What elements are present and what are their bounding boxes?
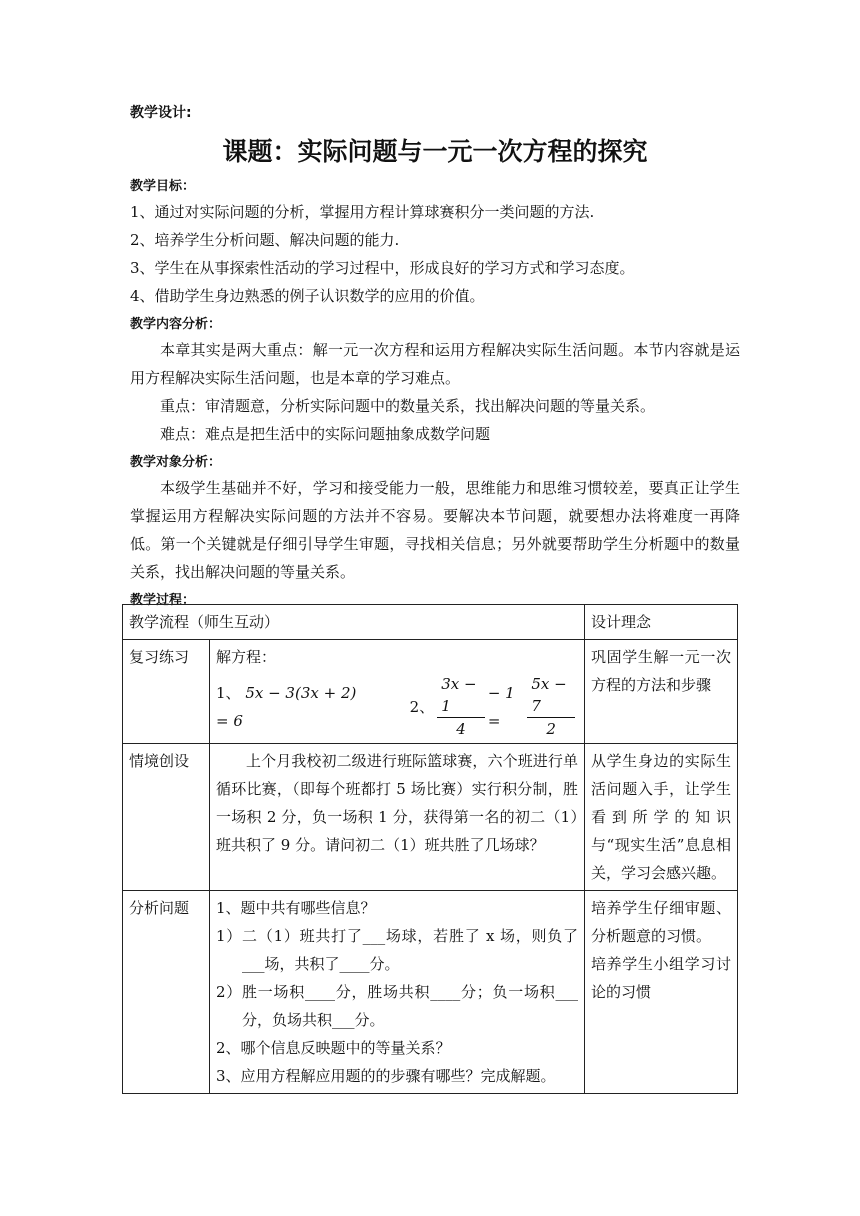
objective-item: 3、学生在从事探索性活动的学习过程中，形成良好的学习方式和学习态度。 bbox=[130, 259, 635, 277]
design-label: 教学设计: bbox=[130, 105, 192, 121]
objective-item: 4、借助学生身边熟悉的例子认识数学的应用的价值。 bbox=[130, 287, 485, 305]
flow-cell bbox=[210, 891, 585, 1094]
idea-line: 培养学生小组学习讨论的习惯 bbox=[591, 955, 731, 1001]
equation-1-body: 5x − 3(3x + 2) = 6 bbox=[216, 683, 357, 730]
equation-2-middle: − 1 = bbox=[487, 683, 515, 730]
analysis-line: 3、应用方程解应用题的的步骤有哪些？完成解题。 bbox=[216, 1067, 556, 1085]
equation-1-number: 1、 bbox=[216, 683, 241, 702]
table-row-review bbox=[123, 640, 738, 744]
flow-cell bbox=[210, 744, 585, 891]
table-header-row bbox=[123, 605, 738, 640]
col-idea-header: 设计理念 bbox=[585, 605, 738, 640]
objectives-heading: 教学目标： bbox=[130, 179, 196, 194]
fraction-left-numerator: 3x − 1 bbox=[437, 673, 485, 718]
objective-item: 1、通过对实际问题的分析，掌握用方程计算球赛积分一类问题的方法. bbox=[130, 203, 595, 221]
content-analysis-paragraph: 本章其实是两大重点：解一元一次方程和运用方程解决实际生活问题。本节内容就是运用方程解决实际生活问题，也是本章的学习难点。 bbox=[130, 341, 740, 387]
analysis-line: 1、题中共有哪些信息？ bbox=[216, 899, 376, 917]
process-table bbox=[122, 604, 738, 1094]
table-row-scenario bbox=[123, 744, 738, 891]
fraction-right-denominator: 2 bbox=[546, 720, 556, 738]
key-point: 重点：审清题意，分析实际问题中的数量关系，找出解决问题的等量关系。 bbox=[160, 397, 656, 415]
content-analysis-heading: 教学内容分析： bbox=[130, 317, 222, 332]
analysis-line: 2）胜一场积____分，胜场共积____分；负一场积___分，负场共积___分。 bbox=[216, 983, 578, 1029]
process-heading: 教学过程： bbox=[130, 593, 196, 608]
student-analysis-heading: 教学对象分析： bbox=[130, 455, 222, 470]
analysis-line: 2、哪个信息反映题中的等量关系？ bbox=[216, 1039, 451, 1057]
review-intro: 解方程： bbox=[216, 648, 277, 666]
student-analysis-paragraph: 本级学生基础并不好，学习和接受能力一般，思维能力和思维习惯较差，要真正让学生掌握运用方程解决实际问题的方法并不容易。要解决本节问题，就要想办法将难度一再降低。第一个关键就是仔细引导学生审题，寻找相关信息；另外就要帮助学生分析题中的数量关系，找出解决问题的等量关系。 bbox=[130, 479, 740, 581]
equation-2 bbox=[410, 673, 578, 740]
stage-cell: 情境创设 bbox=[123, 744, 210, 891]
page-title: 课题：实际问题与一元一次方程的探究 bbox=[222, 137, 648, 166]
idea-cell: 从学生身边的实际生活问题入手，让学生看到所学的知识与“现实生活”息息相关，学习会感兴趣。 bbox=[585, 744, 738, 891]
stage-cell: 分析问题 bbox=[123, 891, 210, 1094]
table-row-analysis bbox=[123, 891, 738, 1094]
fraction-left-denominator: 4 bbox=[456, 720, 466, 738]
idea-cell: 巩固学生解一元一次方程的方法和步骤 bbox=[585, 640, 738, 744]
equation-2-number: 2、 bbox=[409, 697, 435, 716]
document-body bbox=[130, 100, 740, 612]
fraction-right bbox=[527, 673, 575, 740]
equations bbox=[216, 673, 578, 740]
fraction-right-numerator: 5x − 7 bbox=[527, 673, 575, 718]
analysis-line: 1）二（1）班共打了___场球，若胜了 x 场，则负了___场，共积了____分。 bbox=[216, 927, 578, 973]
idea-line: 培养学生仔细审题、分析题意的习惯。 bbox=[591, 899, 731, 945]
difficulty-point: 难点：难点是把生活中的实际问题抽象成数学问题 bbox=[160, 425, 491, 443]
stage-cell: 复习练习 bbox=[123, 640, 210, 744]
col-flow-header: 教学流程（师生互动） bbox=[123, 605, 585, 640]
scenario-text: 上个月我校初二级进行班际篮球赛，六个班进行单循环比赛，（即每个班都打 5 场比赛）实行积分制，胜一场积 2 分，负一场积 1 分，获得第一名的初二（1）班共积了 9 分。请问初二（1）班共胜了几场球？ bbox=[216, 752, 578, 854]
idea-cell bbox=[585, 891, 738, 1094]
objective-item: 2、培养学生分析问题、解决问题的能力. bbox=[130, 231, 400, 249]
equation-1 bbox=[216, 679, 364, 735]
flow-cell bbox=[210, 640, 585, 744]
fraction-left bbox=[437, 673, 485, 740]
